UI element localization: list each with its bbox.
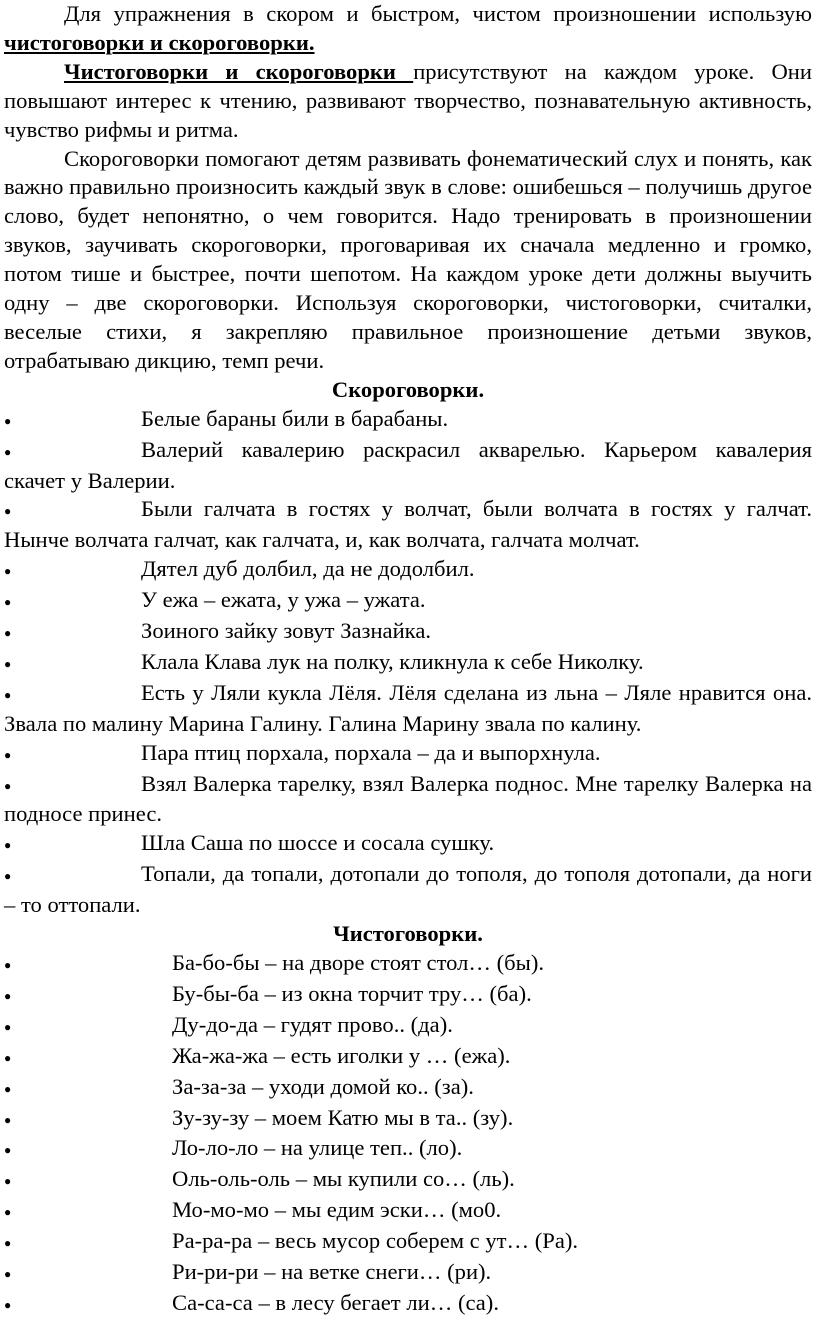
bullet-icon bbox=[4, 1165, 172, 1196]
tongue-twister-text: Белые бараны били в барабаны. bbox=[141, 405, 449, 431]
pure-phrase-text: Са-са-са – в лесу бегает ли… (са). bbox=[172, 1289, 499, 1315]
pure-phrase-item bbox=[4, 980, 812, 1011]
tongue-twister-item bbox=[4, 555, 812, 586]
tongue-twister-item bbox=[4, 436, 812, 496]
pure-phrase-text: Ло-ло-ло – на улице теп.. (ло). bbox=[172, 1135, 463, 1161]
bullet-icon bbox=[4, 495, 141, 526]
tongue-twister-text: Пара птиц порхала, порхала – да и выпорхнула. bbox=[141, 739, 601, 765]
bullet-dot-icon: ● bbox=[4, 747, 12, 762]
intro-p1-text: Для упражнения в скором и быстром, чистом произношении использую bbox=[64, 1, 812, 26]
bullet-icon bbox=[4, 829, 141, 860]
tongue-twister-item bbox=[4, 405, 812, 436]
bullet-icon bbox=[4, 1196, 172, 1227]
bullet-dot-icon: ● bbox=[4, 1081, 12, 1096]
bullet-icon bbox=[4, 1042, 172, 1073]
pure-phrase-text: За-за-за – уходи домой ко.. (за). bbox=[172, 1073, 474, 1099]
bullet-icon bbox=[4, 770, 141, 801]
pure-phrase-text: Мо-мо-мо – мы едим эски… (мо0. bbox=[172, 1197, 502, 1223]
bullet-dot-icon: ● bbox=[4, 1297, 12, 1312]
bullet-dot-icon: ● bbox=[4, 687, 12, 702]
pure-phrase-text: Оль-оль-оль – мы купили со… (ль). bbox=[172, 1166, 515, 1192]
bullet-dot-icon: ● bbox=[4, 1050, 12, 1065]
tongue-twister-text: Есть у Ляли кукла Лёля. Лёля сделана из льна – Ляле нравится она. Звала по малину Марина Галину. Галина Марину звала по калину. bbox=[4, 679, 812, 736]
bullet-icon bbox=[4, 555, 141, 586]
bullet-icon bbox=[4, 860, 141, 891]
bullet-dot-icon: ● bbox=[4, 958, 12, 972]
bullet-dot-icon: ● bbox=[4, 1267, 12, 1282]
bullet-dot-icon: ● bbox=[4, 1019, 12, 1034]
bullet-icon bbox=[4, 1104, 172, 1135]
tongue-twister-text: Шла Саша по шоссе и сосала сушку. bbox=[141, 830, 495, 856]
pure-phrase-text: Жа-жа-жа – есть иголки у … (ежа). bbox=[172, 1042, 511, 1068]
bullet-dot-icon: ● bbox=[4, 444, 12, 459]
pure-phrase-text: Ра-ра-ра – весь мусор соберем с ут… (Ра). bbox=[172, 1228, 579, 1254]
bullet-dot-icon: ● bbox=[4, 626, 12, 641]
tongue-twister-item bbox=[4, 860, 812, 920]
bullet-icon bbox=[4, 405, 141, 436]
bullet-icon bbox=[4, 1289, 172, 1320]
tongue-twister-item bbox=[4, 586, 812, 617]
tongue-twister-item bbox=[4, 829, 812, 860]
bullet-dot-icon: ● bbox=[4, 413, 12, 428]
pure-phrase-item bbox=[4, 1134, 812, 1165]
tongue-twister-text: У ежа – ежата, у ужа – ужата. bbox=[141, 587, 426, 613]
pure-phrase-item bbox=[4, 1196, 812, 1227]
intro-p1-bold: чистоговорки и скороговорки. bbox=[4, 29, 315, 55]
pure-phrase-item bbox=[4, 1073, 812, 1104]
pure-phrase-text: Ба-бо-бы – на дворе стоят стол… (бы). bbox=[172, 950, 545, 975]
tongue-twister-text: Валерий кавалерию раскрасил акварелью. Карьером кавалерия скачет у Валерии. bbox=[4, 436, 812, 493]
pure-phrase-item bbox=[4, 1258, 812, 1289]
tongue-twister-item bbox=[4, 739, 812, 770]
pure-phrase-item bbox=[4, 1104, 812, 1135]
bullet-dot-icon: ● bbox=[4, 869, 12, 884]
bullet-dot-icon: ● bbox=[4, 1174, 12, 1189]
tongue-twister-text: Клала Клава лук на полку, кликнула к себе Николку. bbox=[141, 648, 644, 674]
tongue-twisters-heading: Скороговорки. bbox=[331, 376, 485, 402]
bullet-icon bbox=[4, 949, 172, 980]
bullet-icon bbox=[4, 1227, 172, 1258]
bullet-icon bbox=[4, 586, 141, 617]
tongue-twisters-list bbox=[4, 405, 812, 920]
bullet-dot-icon: ● bbox=[4, 504, 12, 519]
bullet-dot-icon: ● bbox=[4, 564, 12, 579]
pure-phrase-item bbox=[4, 949, 812, 980]
intro-paragraph-3: Скороговорки помогают детям развивать фонематический слух и понять, как важно правильно произносить каждый звук в слове: ошибешься – получишь другое слово, будет непонятно, о чем говорится. Надо тренировать в произношении звуков, заучивать скороговорки, проговаривая их сначала медленно и громко, потом тише и быстрее, почти шепотом. На каждом уроке дети должны выучить одну – две скороговорки. Используя скороговорки, чистоговорки, считалки, веселые стихи, я закрепляю правильное произношение детьми звуков, отрабатываю дикцию, темп речи. bbox=[4, 145, 812, 373]
bullet-dot-icon: ● bbox=[4, 1112, 12, 1127]
bullet-icon bbox=[4, 1011, 172, 1042]
bullet-icon bbox=[4, 1073, 172, 1104]
bullet-dot-icon: ● bbox=[4, 595, 12, 610]
pure-phrase-item bbox=[4, 1289, 812, 1320]
tongue-twister-text: Дятел дуб долбил, да не додолбил. bbox=[141, 556, 475, 582]
bullet-icon bbox=[4, 1258, 172, 1289]
bullet-icon bbox=[4, 1134, 172, 1165]
bullet-dot-icon: ● bbox=[4, 1205, 12, 1220]
bullet-dot-icon: ● bbox=[4, 988, 12, 1003]
intro-p2-text: присутствуют на каждом уроке. Они повышают интерес к чтению, развивают творчество, познавательную активность, чувство рифмы и ритма. bbox=[4, 58, 812, 142]
pure-phrase-text: Зу-зу-зу – моем Катю мы в та.. (зу). bbox=[172, 1104, 514, 1130]
bullet-icon bbox=[4, 617, 141, 648]
intro-paragraph-1 bbox=[4, 0, 812, 58]
tongue-twister-item bbox=[4, 770, 812, 830]
pure-phrases-list bbox=[4, 949, 812, 1320]
pure-phrase-item bbox=[4, 1042, 812, 1073]
bullet-dot-icon: ● bbox=[4, 1236, 12, 1251]
pure-phrase-item bbox=[4, 1227, 812, 1258]
tongue-twister-text: Взял Валерка тарелку, взял Валерка поднос. Мне тарелку Валерка на подносе принес. bbox=[4, 770, 812, 827]
pure-phrase-text: Ри-ри-ри – на ветке снеги… (ри). bbox=[172, 1259, 492, 1285]
pure-phrase-item bbox=[4, 1165, 812, 1196]
pure-phrase-text: Бу-бы-ба – из окна торчит тру… (ба). bbox=[172, 980, 532, 1006]
bullet-dot-icon: ● bbox=[4, 656, 12, 671]
tongue-twister-item bbox=[4, 495, 812, 555]
pure-phrases-heading: Чистоговорки. bbox=[333, 921, 483, 947]
bullet-dot-icon: ● bbox=[4, 778, 12, 793]
bullet-icon bbox=[4, 648, 141, 679]
bullet-icon bbox=[4, 679, 141, 710]
tongue-twister-text: Были галчата в гостях у волчат, были волчата в гостях у галчат. Нынче волчата галчат, как галчата, и, как волчата, галчата молчат. bbox=[4, 496, 812, 553]
pure-phrase-text: Ду-до-да – гудят прово.. (да). bbox=[172, 1011, 453, 1037]
tongue-twister-item bbox=[4, 617, 812, 648]
pure-phrase-item bbox=[4, 1011, 812, 1042]
tongue-twister-text: Топали, да топали, дотопали до тополя, до тополя дотопали, да ноги – то оттопали. bbox=[4, 861, 812, 918]
tongue-twister-item bbox=[4, 679, 812, 739]
bullet-icon bbox=[4, 739, 141, 770]
tongue-twister-item bbox=[4, 648, 812, 679]
tongue-twister-text: Зоиного зайку зовут Зазнайка. bbox=[141, 618, 431, 644]
bullet-dot-icon: ● bbox=[4, 838, 12, 853]
intro-p2-bold: Чистоговорки и скороговорки bbox=[64, 58, 414, 84]
bullet-icon bbox=[4, 980, 172, 1011]
bullet-icon bbox=[4, 436, 141, 467]
bullet-dot-icon: ● bbox=[4, 1143, 12, 1158]
intro-paragraph-2 bbox=[4, 58, 812, 145]
